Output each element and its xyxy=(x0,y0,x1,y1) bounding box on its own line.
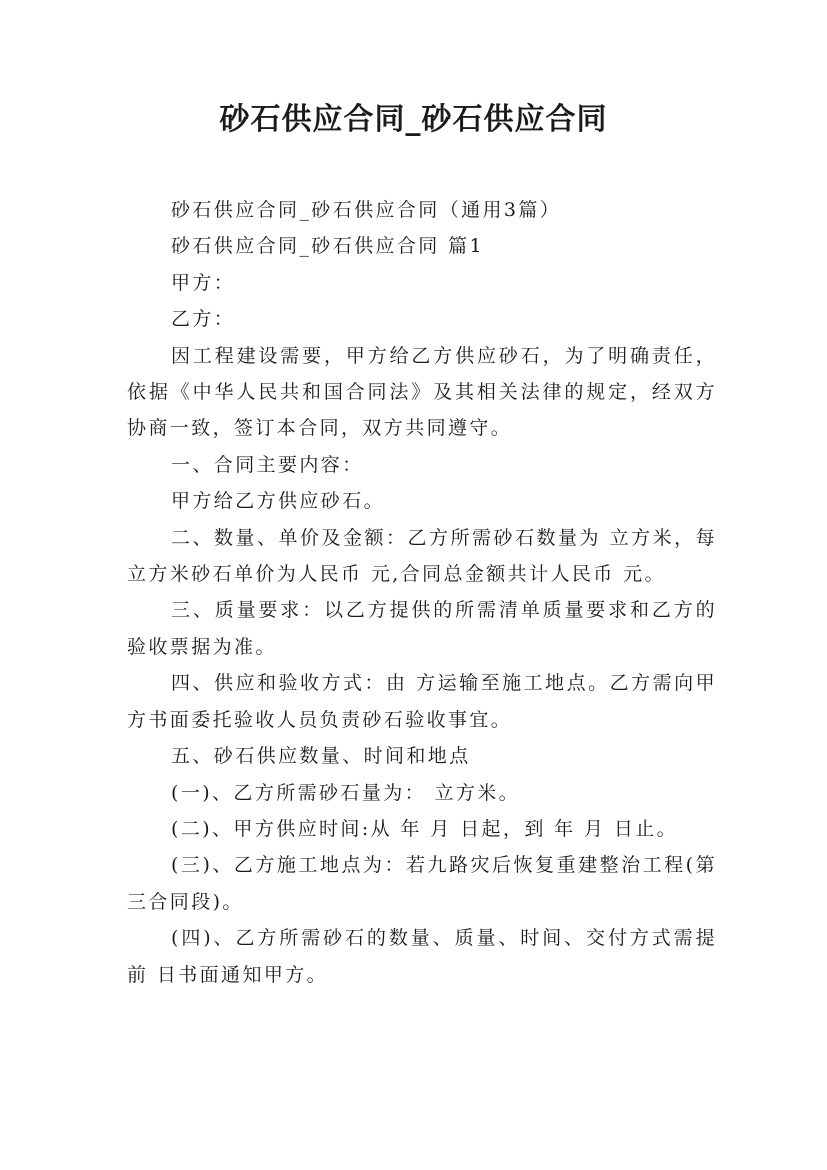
paragraph-clause-3: 三、质量要求：以乙方提供的所需清单质量要求和乙方的验收票据为准。 xyxy=(127,599,717,658)
paragraph-subtitle: 砂石供应合同_砂石供应合同（通用3篇） xyxy=(171,199,562,221)
paragraph-clause-5-2: (二)、甲方供应时间:从 年 月 日起，到 年 月 日止。 xyxy=(171,817,679,840)
paragraph-clause-2: 二、数量、单价及金额：乙方所需砂石数量为 立方米，每立方米砂石单价为人民币 元,合同总金额共计人民币 元。 xyxy=(127,526,717,586)
paragraph-clause-5: 五、砂石供应数量、时间和地点 xyxy=(171,745,471,768)
paragraph-party-b: 乙方： xyxy=(171,308,236,331)
paragraph-clause-4: 四、供应和验收方式：由 方运输至施工地点。乙方需向甲方书面委托验收人员负责砂石验收事宜。 xyxy=(127,672,717,731)
paragraph-clause-1-text: 甲方给乙方供应砂石。 xyxy=(171,490,386,513)
paragraph-clause-5-4: (四)、乙方所需砂石的数量、质量、时间、交付方式需提前 日书面通知甲方。 xyxy=(127,927,717,986)
paragraph-clause-5-3: (三)、乙方施工地点为：若九路灾后恢复重建整治工程(第三合同段)。 xyxy=(127,854,717,913)
paragraph-party-a: 甲方： xyxy=(171,271,236,294)
document-title: 砂石供应合同_砂石供应合同 xyxy=(219,102,608,137)
document-body xyxy=(127,192,717,993)
paragraph-clause-5-1: (一)、乙方所需砂石量为： 立方米。 xyxy=(171,781,521,804)
paragraph-preamble: 因工程建设需要，甲方给乙方供应砂石，为了明确责任，依据《中华人民共和国合同法》及其相关法律的规定，经双方协商一致，签订本合同，双方共同遵守。 xyxy=(127,344,717,440)
paragraph-clause-1: 一、合同主要内容： xyxy=(171,453,364,476)
paragraph-section-heading: 砂石供应合同_砂石供应合同 篇1 xyxy=(171,235,485,258)
